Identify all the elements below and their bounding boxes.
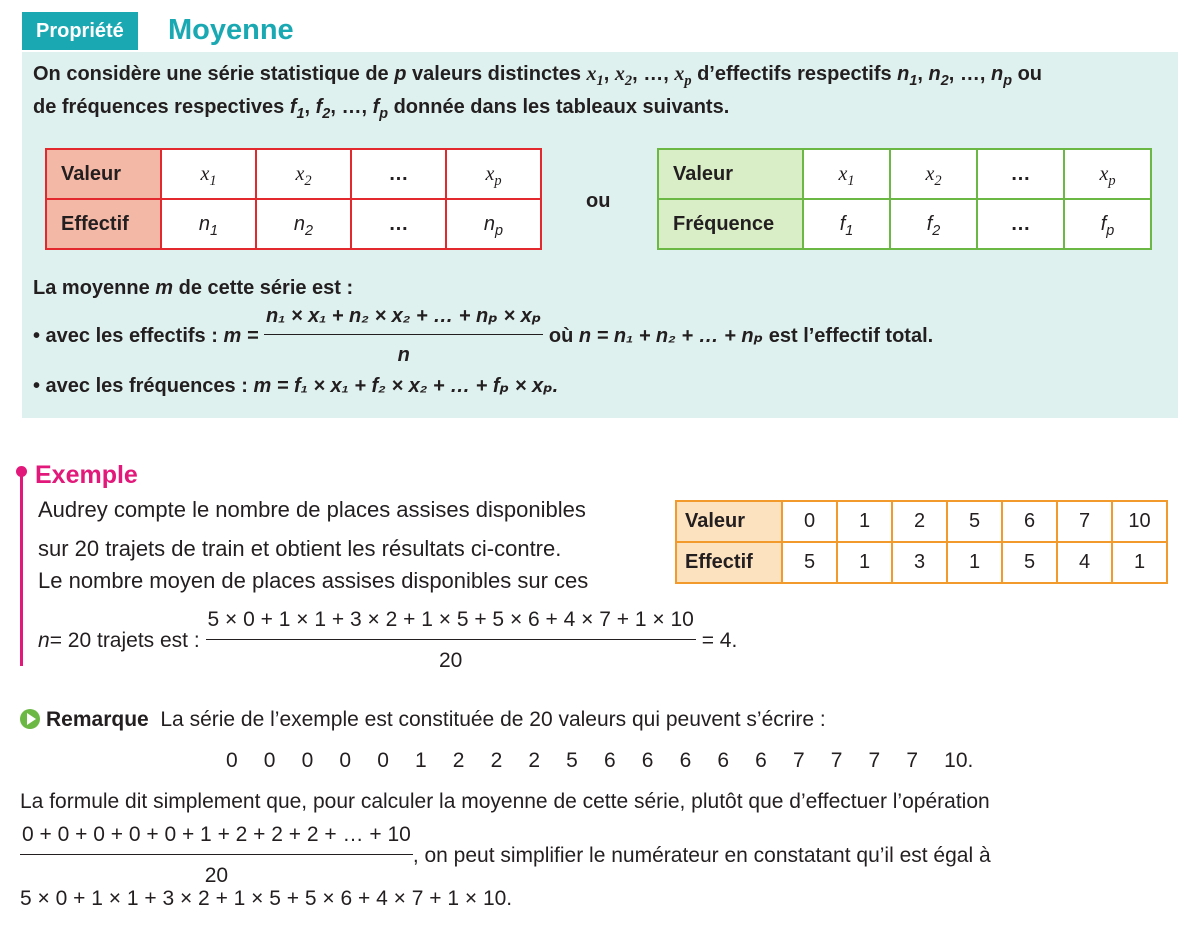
series-value: 6: [755, 749, 767, 772]
series-value: 0: [226, 749, 238, 772]
mean-formula-effectifs: • avec les effectifs : m = $\frac{\text{n₁ × x₁ + n₂ × x₂ + … + nₚ × xₚ}}{n}$ où n = n₁ + n₂ + … + nₚ est l’effectif total.: [33, 302, 933, 369]
example-title: Exemple: [35, 461, 138, 489]
example-table: [675, 500, 1168, 584]
table-cell: $f_1$: [803, 199, 890, 249]
example-line3: Le nombre moyen de places assises disponibles sur ces: [38, 568, 589, 593]
table-cell: 5: [947, 501, 1002, 542]
series-value: 2: [528, 749, 541, 772]
table-header-valeur: Valeur: [658, 149, 803, 199]
series-value: 7: [792, 749, 805, 772]
table-cell: 1: [947, 542, 1002, 583]
table-row: [658, 199, 1151, 249]
mean-formula-frequences: • avec les fréquences : m = f₁ × x₁ + f₂ × x₂ + … + fₚ × xₚ.: [33, 375, 559, 397]
series-value: 2: [452, 749, 465, 772]
table-cell: $f_2$: [890, 199, 977, 249]
mean-intro: La moyenne m de cette série est :: [33, 277, 354, 299]
table-row: [658, 149, 1151, 199]
table-row: [676, 501, 1167, 542]
series-value: 7: [906, 749, 919, 772]
table-cell: 0: [782, 501, 837, 542]
series-value: 10.: [944, 749, 974, 772]
table-cell: $n_p$: [446, 199, 541, 249]
table-cell: …: [351, 199, 446, 249]
table-header-valeur: Valeur: [46, 149, 161, 199]
table-cell: $n_1$: [161, 199, 256, 249]
series-value: 7: [868, 749, 881, 772]
effectif-table: [45, 148, 542, 250]
table-cell: $x_p$: [1064, 149, 1151, 199]
property-badge: Propriété: [22, 12, 138, 50]
series-value: 0: [377, 749, 389, 772]
table-cell: $n_2$: [256, 199, 351, 249]
table-header-effectif: Effectif: [46, 199, 161, 249]
table-header-effectif: Effectif: [676, 542, 782, 583]
series-value: 0: [263, 749, 276, 772]
series-value: 5: [566, 749, 578, 772]
property-intro-line2: de fréquences respectives $f_1$, $f_2$, …, $f_p$ donnée dans les tableaux suivants.: [33, 96, 730, 123]
table-cell: 4: [1057, 542, 1112, 583]
mean-fraction: $\frac{\text{n₁ × x₁ + n₂ × x₂ + … + nₚ × xₚ}}{n}$: [264, 302, 543, 369]
series-value: 0: [339, 749, 352, 772]
table-header-valeur: Valeur: [676, 501, 782, 542]
frequence-table: [657, 148, 1152, 250]
remark-line1: Remarque La série de l’exemple est constituée de 20 valeurs qui peuvent s’écrire :: [46, 708, 826, 731]
series-value: 0: [301, 749, 314, 772]
property-title: Moyenne: [168, 14, 294, 46]
table-cell: …: [977, 149, 1064, 199]
remark-line4: 5 × 0 + 1 × 1 + 3 × 2 + 1 × 5 + 5 × 6 + 4 × 7 + 1 × 10.: [20, 887, 513, 910]
table-cell: $x_2$: [256, 149, 351, 199]
example-fraction: $\frac{5 \times 0 + 1 \times 1 + 3 \times 2 + 1 \times 5 + 5 \times 6 + 4 \times 7 + 1 \times 10}{20}$: [206, 605, 696, 676]
table-cell: 1: [1112, 542, 1167, 583]
example-line2: sur 20 trajets de train et obtient les résultats ci-contre.: [38, 536, 562, 561]
remark-line3: $\frac{0 + 0 + 0 + 0 + 0 + 1 + 2 + 2 + 2 + \dots + 10}{20}$ , on peut simplifier le numérateur en constatant qu’il est égal à: [20, 820, 991, 891]
series-value: 7: [830, 749, 843, 772]
example-margin-bar: [20, 472, 23, 666]
property-intro-line1: On considère une série statistique de p valeurs distinctes $x_1$, $x_2$, …, $x_p$ d’effectifs respectifs $n_1$, $n_2$, …, $n_p$ ou: [33, 63, 1043, 90]
series-value: 6: [679, 749, 692, 772]
table-cell: 3: [892, 542, 947, 583]
series-value: 6: [603, 749, 616, 772]
table-cell: $x_2$: [890, 149, 977, 199]
table-cell: $f_p$: [1064, 199, 1151, 249]
series-value: 6: [641, 749, 654, 772]
table-cell: 1: [837, 501, 892, 542]
table-cell: 7: [1057, 501, 1112, 542]
table-cell: $x_p$: [446, 149, 541, 199]
series-value: 1: [414, 749, 427, 772]
table-cell: 5: [1002, 542, 1057, 583]
table-cell: $x_1$: [161, 149, 256, 199]
or-label: ou: [586, 190, 611, 212]
table-cell: …: [977, 199, 1064, 249]
table-row: [46, 199, 541, 249]
example-line1: Audrey compte le nombre de places assises disponibles: [38, 497, 586, 522]
table-cell: 6: [1002, 501, 1057, 542]
table-row: [46, 149, 541, 199]
series-value: 6: [717, 749, 730, 772]
table-header-frequence: Fréquence: [658, 199, 803, 249]
table-cell: 2: [892, 501, 947, 542]
remark-arrow-icon: [20, 709, 40, 729]
table-cell: 1: [837, 542, 892, 583]
series-value: 2: [490, 749, 503, 772]
example-marker-icon: [16, 466, 27, 477]
remark-fraction: $\frac{0 + 0 + 0 + 0 + 0 + 1 + 2 + 2 + 2 + \dots + 10}{20}$: [20, 820, 413, 891]
remark-line2: La formule dit simplement que, pour calculer la moyenne de cette série, plutôt que d’effectuer l’opération: [20, 790, 990, 813]
table-cell: 10: [1112, 501, 1167, 542]
table-cell: 5: [782, 542, 837, 583]
remark-series: [226, 746, 986, 776]
table-cell: $x_1$: [803, 149, 890, 199]
example-computation: n= 20 trajets est : $\frac{5 \times 0 + 1 \times 1 + 3 \times 2 + 1 \times 5 + 5 \times 6 + 4 \times 7 + 1 \times 10}{20}$ = 4.: [38, 605, 737, 676]
table-cell: …: [351, 149, 446, 199]
table-row: [676, 542, 1167, 583]
